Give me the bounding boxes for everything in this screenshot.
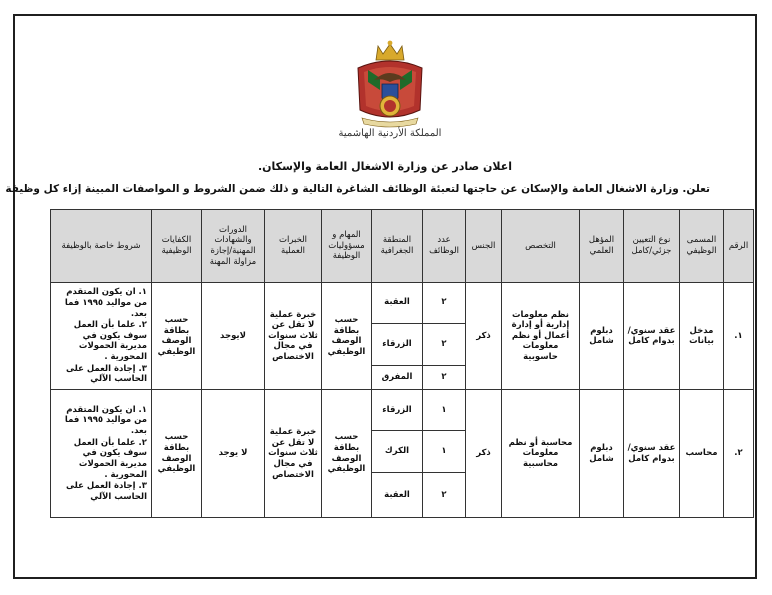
kingdom-name: المملكة الأردنية الهاشمية [338, 128, 442, 139]
cell-region: الزرقاء [372, 390, 423, 431]
cell-num: ٢. [724, 390, 754, 518]
cell-experience: خبرة عملية لا تقل عن ثلاث سنوات في مجال الاختصاص [265, 390, 322, 518]
cell-special-conditions [51, 390, 152, 518]
header-appointment-type: نوع التعيين جزئي/كامل [624, 210, 680, 283]
announcement-title: اعلان صادر عن وزارة الاشغال العامة والإسكان. [257, 160, 512, 173]
condition-item: ٢. علما بأن العمل سوف يكون في مديرية الحمولات المحورية . [73, 437, 147, 480]
table-row [51, 390, 754, 431]
table-row [51, 283, 754, 324]
cell-count: ٢ [423, 366, 466, 390]
cell-appointment-type: عقد سنوي/بدوام كامل [624, 283, 680, 390]
vacancies-table [50, 209, 754, 518]
header-experience: الخبرات العملية [265, 210, 322, 283]
cell-duties: حسب بطاقة الوصف الوظيفي [322, 283, 372, 390]
cell-count: ٢ [423, 283, 466, 324]
cell-num: ١. [724, 283, 754, 390]
cell-appointment-type: عقد سنوي/بدوام كامل [624, 390, 680, 518]
cell-region: العقبة [372, 473, 423, 518]
header-duties: المهام و مسؤوليات الوظيفة [322, 210, 372, 283]
header-job-title: المسمى الوظيفي [680, 210, 724, 283]
header-gender: الجنس [466, 210, 502, 283]
condition-item: ١. ان يكون المتقدم من مواليد ١٩٩٥ فما بعد. [64, 287, 147, 319]
cell-count: ٢ [423, 473, 466, 518]
condition-item: ١. ان يكون المتقدم من مواليد ١٩٩٥ فما بعد. [64, 404, 147, 437]
cell-qualification: دبلوم شامل [580, 283, 624, 390]
cell-region: العقبة [372, 283, 423, 324]
cell-duties: حسب بطاقة الوصف الوظيفي [322, 390, 372, 518]
header-courses: الدورات والشهادات المهنية/إجازة مزاولة المهنة [202, 210, 265, 283]
cell-job-title: مدخل بيانات [680, 283, 724, 390]
cell-gender: ذكر [466, 283, 502, 390]
cell-experience: خبرة عملية لا تقل عن ثلاث سنوات في مجال الاختصاص [265, 283, 322, 390]
coat-of-arms-icon [350, 40, 430, 128]
header-competencies: الكفايات الوظيفية [152, 210, 202, 283]
cell-region: الزرقاء [372, 323, 423, 366]
cell-count: ١ [423, 430, 466, 473]
cell-gender: ذكر [466, 390, 502, 518]
table-header-row [51, 210, 754, 283]
cell-competencies: حسب بطاقة الوصف الوظيفي [152, 390, 202, 518]
header-num: الرقم [724, 210, 754, 283]
cell-special-conditions [51, 283, 152, 390]
cell-competencies: حسب بطاقة الوصف الوظيفي [152, 283, 202, 390]
announcement-subtitle: تعلن. وزارة الاشغال العامة والإسكان عن حاجتها لتعبئة الوظائف الشاغرة التالية و ذلك ضمن الشروط و المواصفات المبينة إزاء كل وظيفة [5, 183, 710, 195]
header-region: المنطقة الجغرافية [372, 210, 423, 283]
cell-courses: لا يوجد [202, 390, 265, 518]
header-count: عدد الوظائف [423, 210, 466, 283]
condition-item: ٢. علما بأن العمل سوف يكون في مديرية الحمولات المحورية . [73, 320, 147, 363]
cell-region: الكرك [372, 430, 423, 473]
header-specialization: التخصص [502, 210, 580, 283]
cell-courses: لايوجد [202, 283, 265, 390]
header-special-conditions: شروط خاصة بالوظيفة [51, 210, 152, 283]
cell-job-title: محاسب [680, 390, 724, 518]
cell-specialization: نظم معلومات إدارية أو إدارة أعمال أو نظم معلومات حاسوبية [502, 283, 580, 390]
condition-item: ٣. إجادة العمل على الحاسب الآلي [66, 363, 147, 385]
cell-qualification: دبلوم شامل [580, 390, 624, 518]
condition-item: ٣. إجادة العمل على الحاسب الآلي [66, 481, 147, 502]
cell-count: ٢ [423, 323, 466, 366]
cell-region: المفرق [372, 366, 423, 390]
cell-specialization: محاسبة أو نظم معلومات محاسبية [502, 390, 580, 518]
header-qualification: المؤهل العلمي [580, 210, 624, 283]
cell-count: ١ [423, 390, 466, 431]
